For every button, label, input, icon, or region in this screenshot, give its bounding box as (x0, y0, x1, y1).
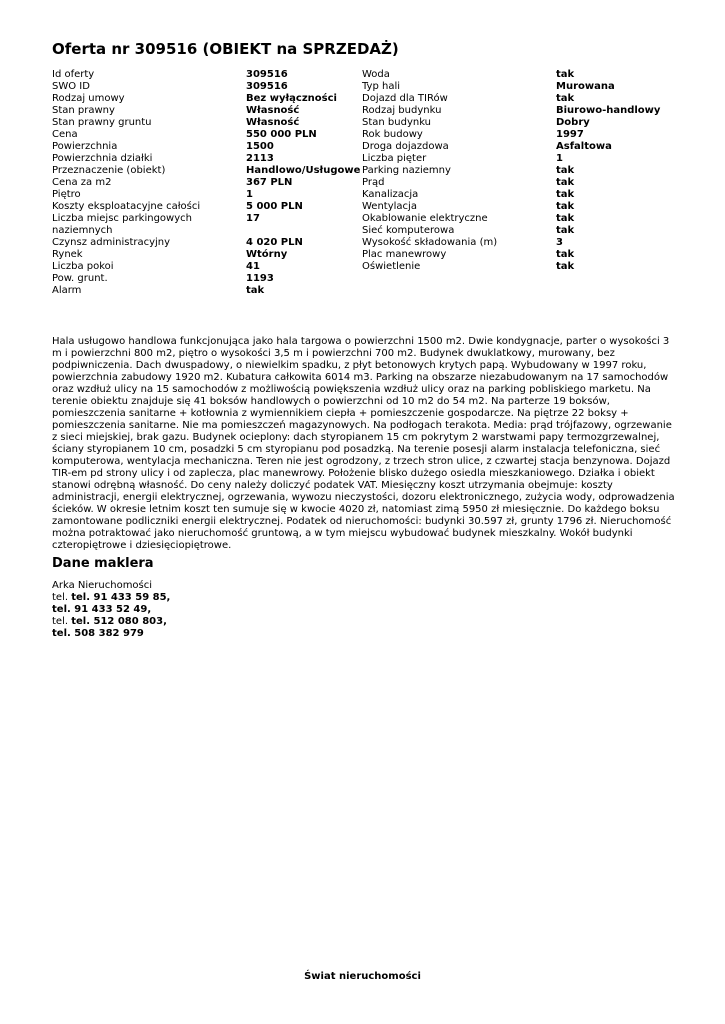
attribute-row (362, 201, 682, 213)
phone-number: tel. 512 080 803, (71, 616, 167, 627)
attribute-value: 1 (246, 189, 253, 200)
attribute-label: Cena (52, 129, 78, 140)
attribute-value: tak (556, 69, 575, 80)
footer-brand: Świat nieruchomości (304, 971, 421, 982)
attribute-value: tak (556, 177, 575, 188)
attribute-label: Przeznaczenie (obiekt) (52, 165, 166, 176)
attribute-row (362, 129, 682, 141)
attribute-value: Biurowo-handlowy (556, 105, 661, 116)
attribute-value: tak (556, 261, 575, 272)
attribute-row (362, 105, 682, 117)
attribute-row (362, 93, 682, 105)
attribute-value: 550 000 PLN (246, 129, 317, 140)
attribute-row (362, 261, 682, 273)
attribute-label: Koszty eksploatacyjne całości (52, 201, 201, 212)
attribute-row (362, 237, 682, 249)
attribute-value: 17 (246, 213, 260, 224)
attribute-value: 1997 (556, 129, 584, 140)
agent-phone-line (52, 592, 170, 604)
attributes-left-column (52, 69, 362, 297)
attribute-value: 3 (556, 237, 563, 248)
attribute-value: Handlowo/Usługowe (246, 165, 361, 176)
attribute-value: 1 (556, 153, 563, 164)
attribute-label: Wysokość składowania (m) (362, 237, 498, 248)
attribute-row (52, 81, 362, 93)
attribute-label: Kanalizacja (362, 189, 419, 200)
attribute-label: Pow. grunt. (52, 273, 108, 284)
attribute-label: Liczba pokoi (52, 261, 114, 272)
attribute-row (52, 177, 362, 189)
attribute-row (52, 105, 362, 117)
attribute-value: 367 PLN (246, 177, 293, 188)
phone-number: tel. 91 433 59 85, (71, 592, 171, 603)
phone-prefix: tel. (52, 592, 72, 603)
attribute-label: Woda (362, 69, 390, 80)
attribute-value: 2113 (246, 153, 274, 164)
attribute-value: 1500 (246, 141, 274, 152)
attribute-row (52, 261, 362, 273)
attribute-label: Prąd (362, 177, 385, 188)
attribute-row (52, 237, 362, 249)
attribute-value: 309516 (246, 81, 288, 92)
attribute-label: Wentylacja (362, 201, 417, 212)
attribute-row (52, 189, 362, 201)
attribute-value: 41 (246, 261, 260, 272)
attribute-row (362, 153, 682, 165)
attribute-label: Droga dojazdowa (362, 141, 449, 152)
attribute-value: Własność (246, 105, 300, 116)
attribute-value: 4 020 PLN (246, 237, 303, 248)
attribute-row (362, 81, 682, 93)
attribute-label: Id oferty (52, 69, 95, 80)
attribute-value: Murowana (556, 81, 615, 92)
attribute-label: Stan prawny (52, 105, 115, 116)
attribute-row (52, 213, 362, 237)
attribute-row (52, 93, 362, 105)
attribute-value: tak (556, 93, 575, 104)
attribute-value: Własność (246, 117, 300, 128)
attribute-row (52, 117, 362, 129)
attribute-value: tak (556, 213, 575, 224)
attribute-row (52, 141, 362, 153)
attribute-value: tak (556, 201, 575, 212)
attribute-label: SWO ID (52, 81, 90, 92)
attribute-value: Bez wyłączności (246, 93, 337, 104)
attribute-label: Rodzaj budynku (362, 105, 442, 116)
attribute-row (52, 201, 362, 213)
attribute-value: tak (556, 225, 575, 236)
attribute-label: Powierzchnia działki (52, 153, 153, 164)
agent-heading: Dane maklera (52, 556, 154, 571)
page-title: Oferta nr 309516 (OBIEKT na SPRZEDAŻ) (52, 40, 399, 58)
attribute-label: Liczba pięter (362, 153, 427, 164)
attribute-label: Plac manewrowy (362, 249, 447, 260)
attribute-row (362, 117, 682, 129)
attribute-row (52, 129, 362, 141)
agent-info (52, 580, 170, 640)
attribute-label: Piętro (52, 189, 81, 200)
offer-description: Hala usługowo handlowa funkcjonująca jako hala targowa o powierzchni 1500 m2. Dwie kondygnacje, parter o wysokości 3 m i powierzchni 800 m2, piętro o wysokości 3,5 m i powierzchni 700 m2. Budynek dwuklatkowy, murowany, bez podpiwniczenia. Dach dwuspadowy, o niewielkim spadku, z płyt betonowych krytych papą. Wybudowany w 1997 roku, powierzchnia zabudowy 1920 m2. Kubatura całkowita 6014 m3. Parking na obszarze niezabudowanym na 17 samochodów oraz wzdłuż ulicy na 15 samochodów z możliwością powiększenia wzdłuż ulicy oraz na parking pobliskiego marketu. Na terenie obiektu znajduje się 41 boksów handlowych o powierzchni od 10 m2 do 54 m2. Na parterze 19 boksów, pomieszczenia sanitarne + kotłownia z wymiennikiem ciepła + pomieszczenie gospodarcze. Na piętrze 22 boksy + pomieszczenia sanitarne. Nie ma pomieszczeń magazynowych. Na podłogach terakota. Media: prąd trójfazowy, ogrzewanie z sieci miejskiej, brak gazu. Budynek ocieplony: dach styropianem 15 cm pokrytym 2 warstwami papy termozgrzewalnej, ściany styropianem 10 cm, posadzki 5 cm styropianu pod posadzką. Na terenie posesji alarm instalacja telefoniczna, sieć komputerowa, wentylacja mechaniczna. Teren nie jest ogrodzony, z trzech stron ulice, z czwartej stacja benzynowa. Dojazd TIR-em pd strony ulicy i od zaplecza, plac manewrowy. Położenie blisko dużego osiedla mieszkaniowego. Działka i obiekt stanowi odrębną własność. Do ceny należy doliczyć podatek VAT. Miesięczny koszt utrzymania obejmuje: koszty administracji, energii elektrycznej, ogrzewania, wywozu nieczystości, dozoru elektronicznego, zużycia wody, odprowadzenia ścieków. W okresie letnim koszt ten sumuje się w kwocie 4020 zł, natomiast zimą 5950 zł miesięcznie. Do każdego boksu zamontowane podliczniki energii elektrycznej. Podatek od nieruchomości: budynki 30.597 zł, grunty 1796 zł. Nieruchomość można potraktować jako nieruchomość gruntową, a w tym miejscu wybudować budynek mieszkalny. Wokół budynki czteropiętrowe i dziesięciopiętrowe. (52, 336, 675, 551)
attribute-label: Powierzchnia (52, 141, 118, 152)
attribute-label: Oświetlenie (362, 261, 421, 272)
attribute-row (362, 141, 682, 153)
attribute-value: tak (556, 165, 575, 176)
attribute-value: 5 000 PLN (246, 201, 303, 212)
agent-phone-line (52, 628, 170, 640)
attribute-label: Stan budynku (362, 117, 432, 128)
agent-company: Arka Nieruchomości (52, 580, 153, 591)
attribute-row (52, 273, 362, 285)
attribute-value: 309516 (246, 69, 288, 80)
attribute-row (52, 153, 362, 165)
attribute-value: tak (556, 249, 575, 260)
attribute-label: Parking naziemny (362, 165, 451, 176)
attribute-label: Rok budowy (362, 129, 423, 140)
attribute-row (362, 225, 682, 237)
agent-phone-line (52, 604, 170, 616)
attribute-label: Stan prawny gruntu (52, 117, 152, 128)
attribute-label: Czynsz administracyjny (52, 237, 171, 248)
attribute-row (52, 165, 362, 177)
attribute-row (362, 177, 682, 189)
attribute-value: Asfaltowa (556, 141, 612, 152)
attribute-row (52, 249, 362, 261)
agent-phone-line (52, 616, 170, 628)
attribute-label: Rynek (52, 249, 83, 260)
attribute-label: Liczba miejsc parkingowych naziemnych (52, 213, 192, 236)
attribute-label: Rodzaj umowy (52, 93, 125, 104)
attribute-label: Alarm (52, 285, 82, 296)
attribute-row (362, 213, 682, 225)
attribute-label: Typ hali (362, 81, 401, 92)
attribute-row (362, 165, 682, 177)
attribute-row (362, 69, 682, 81)
attributes-right-column (362, 69, 682, 273)
phone-number: tel. 91 433 52 49, (52, 604, 152, 615)
attribute-value: Dobry (556, 117, 590, 128)
attribute-value: Wtórny (246, 249, 288, 260)
attribute-row (52, 285, 362, 297)
attribute-value: tak (246, 285, 265, 296)
attribute-value: tak (556, 189, 575, 200)
attribute-label: Sieć komputerowa (362, 225, 455, 236)
attribute-label: Dojazd dla TIRów (362, 93, 448, 104)
attribute-row (362, 189, 682, 201)
attribute-label: Okablowanie elektryczne (362, 213, 488, 224)
phone-prefix: tel. (52, 616, 72, 627)
phone-number: tel. 508 382 979 (52, 628, 144, 639)
attribute-row (362, 249, 682, 261)
attribute-value: 1193 (246, 273, 274, 284)
attribute-label: Cena za m2 (52, 177, 112, 188)
attribute-row (52, 69, 362, 81)
